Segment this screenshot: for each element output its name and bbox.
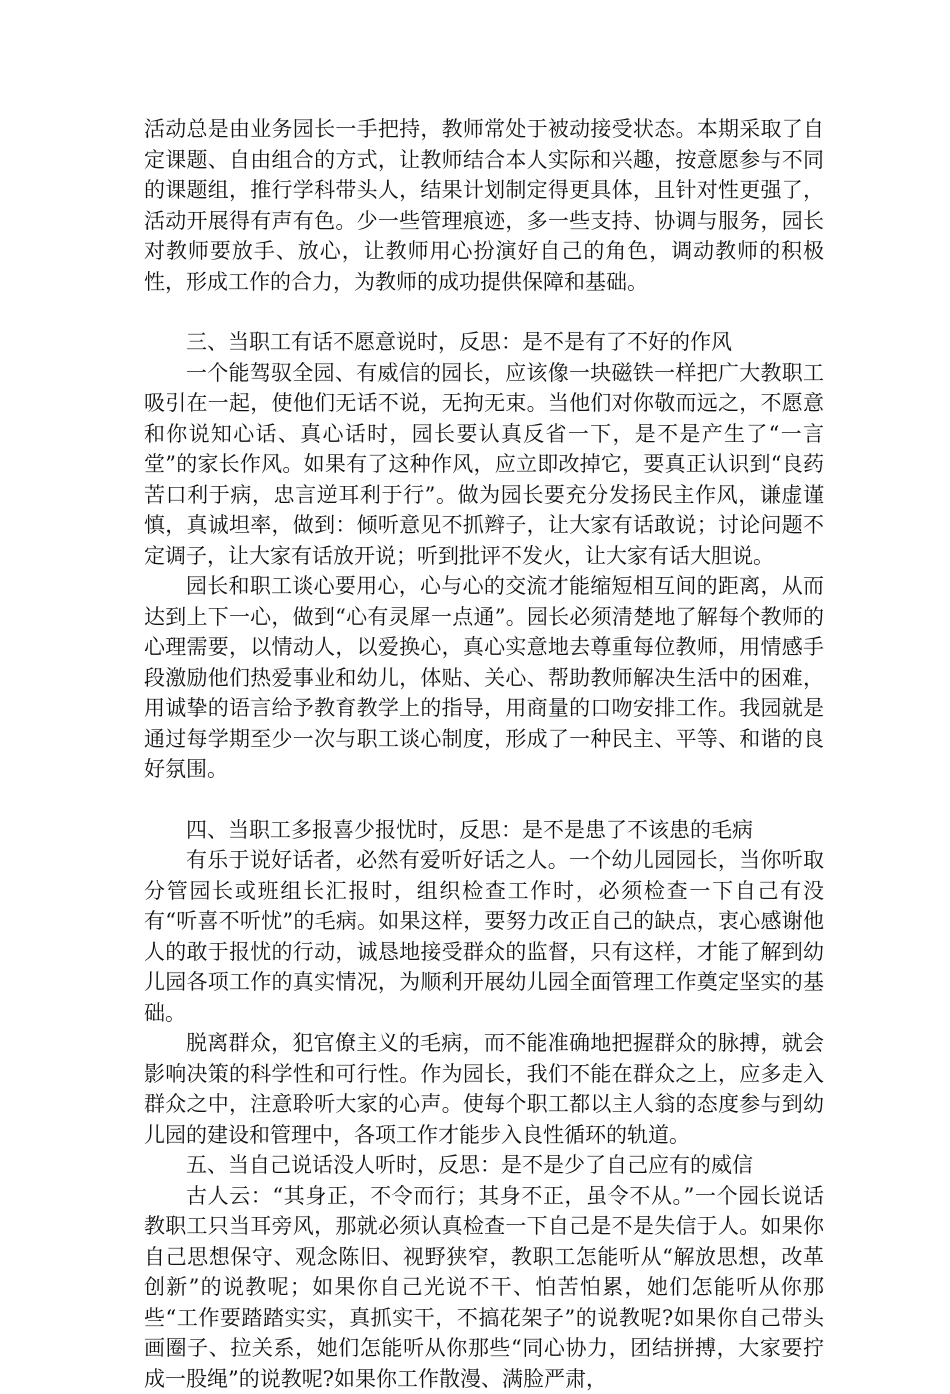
document-page <box>144 114 824 1394</box>
paragraph-section-3-b: 园长和职工谈心要用心，心与心的交流才能缩短相互间的距离，从而达到上下一心，做到“心有灵犀一点通”。园长必须清楚地了解每个教师的心理需要，以情动人，以爱换心，真心实意地去尊重每位教师，用情感手段激励他们热爱事业和幼儿，体贴、关心、帮助教师解决生活中的困难，用诚挚的语言给予教育教学上的指导，用商量的口吻安排工作。我园就是通过每学期至少一次与职工谈心制度，形成了一种民主、平等、和谐的良好氛围。 <box>144 571 824 785</box>
paragraph-intro: 活动总是由业务园长一手把持，教师常处于被动接受状态。本期采取了自定课题、自由组合的方式，让教师结合本人实际和兴趣，按意愿参与不同的课题组，推行学科带头人，结果计划制定得更具体，且针对性更强了，活动开展得有声有色。少一些管理痕迹，多一些支持、协调与服务，园长对教师要放手、放心，让教师用心扮演好自己的角色，调动教师的积极性，形成工作的合力，为教师的成功提供保障和基础。 <box>144 114 824 297</box>
paragraph-section-4-a: 有乐于说好话者，必然有爱听好话之人。一个幼儿园园长，当你听取分管园长或班组长汇报时，组织检查工作时，必须检查一下自己有没有“听喜不听忧”的毛病。如果这样，要努力改正自己的缺点，衷心感谢他人的敢于报忧的行动，诚恳地接受群众的监督，只有这样，才能了解到幼儿园各项工作的真实情况，为顺利开展幼儿园全面管理工作奠定坚实的基础。 <box>144 845 824 1028</box>
paragraph-section-5-a: 古人云：“其身正，不令而行；其身不正，虽令不从。”一个园长说话教职工只当耳旁风，那就必须认真检查一下自己是不是失信于人。如果你自己思想保守、观念陈旧、视野狭窄，教职工怎能听从“解放思想，改革创新”的说教呢；如果你自己光说不干、怕苦怕累，她们怎能听从你那些“工作要踏踏实实，真抓实干，不搞花架子”的说教呢?如果你自己带头画圈子、拉关系，她们怎能听从你那些“同心协力，团结拼搏，大家要拧成一股绳”的说教呢?如果你工作散漫、满脸严肃， <box>144 1181 824 1394</box>
paragraph-section-3-a: 一个能驾驭全园、有威信的园长，应该像一块磁铁一样把广大教职工吸引在一起，使他们无话不说，无拘无束。当他们对你敬而远之，不愿意和你说知心话、真心话时，园长要认真反省一下，是不是产生了“一言堂”的家长作风。如果有了这种作风，应立即改掉它，要真正认识到“良药苦口利于病，忠言逆耳利于行”。做为园长要充分发扬民主作风，谦虚谨慎，真诚坦率，做到：倾听意见不抓辫子，让大家有话敢说；讨论问题不定调子，让大家有话放开说；听到批评不发火，让大家有话大胆说。 <box>144 358 824 572</box>
section-heading-3: 三、当职工有话不愿意说时，反思：是不是有了不好的作风 <box>144 327 824 358</box>
section-heading-4: 四、当职工多报喜少报忧时，反思：是不是患了不该患的毛病 <box>144 815 824 846</box>
section-heading-5: 五、当自己说话没人听时，反思：是不是少了自己应有的威信 <box>144 1150 824 1181</box>
paragraph-section-4-b: 脱离群众，犯官僚主义的毛病，而不能准确地把握群众的脉搏，就会影响决策的科学性和可行性。作为园长，我们不能在群众之上，应多走入群众之中，注意聆听大家的心声。使每个职工都以主人翁的态度参与到幼儿园的建设和管理中，各项工作才能步入良性循环的轨道。 <box>144 1028 824 1150</box>
